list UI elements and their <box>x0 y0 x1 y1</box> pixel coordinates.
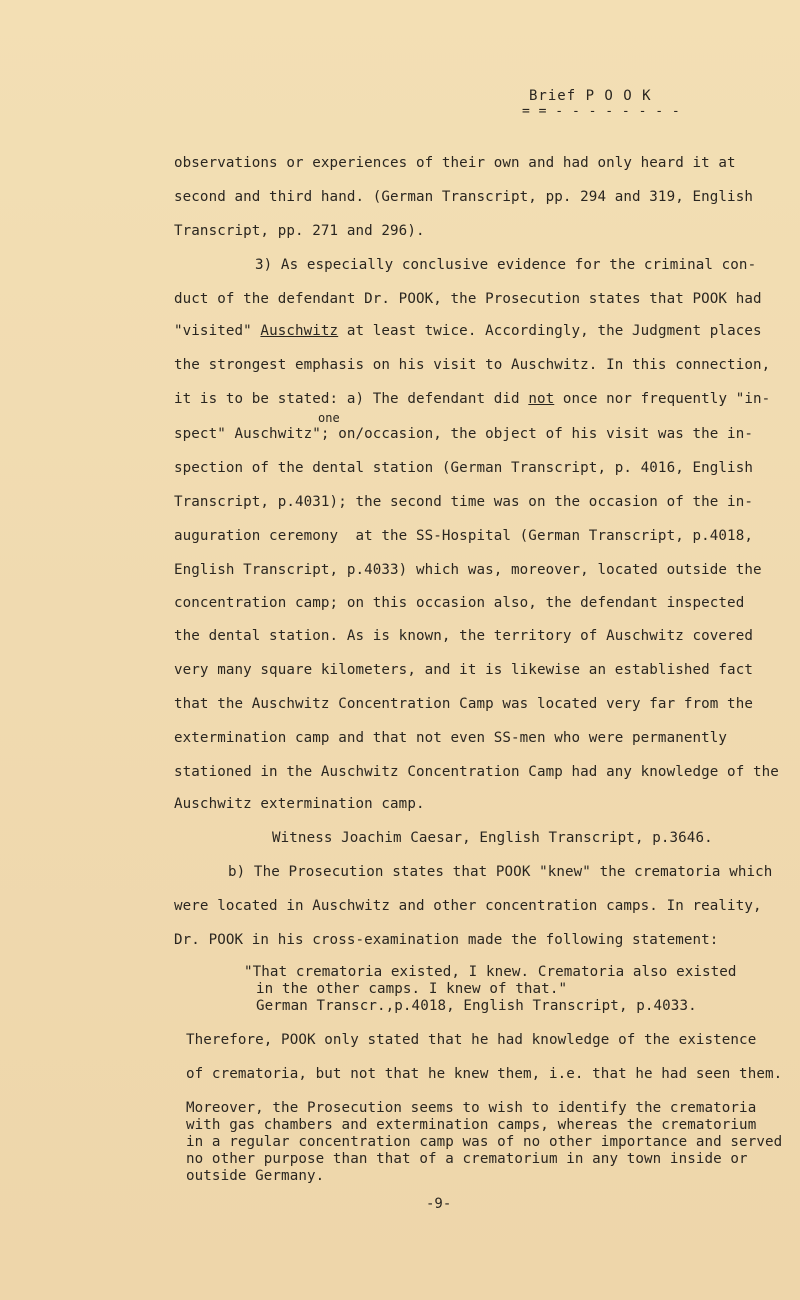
handwritten-insertion: one <box>318 411 340 425</box>
underlined-word: Auschwitz <box>260 323 339 339</box>
body-line: Therefore, POOK only stated that he had knowledge of the existence <box>186 1032 757 1048</box>
quote-line: in the other camps. I knew of that." <box>256 981 568 997</box>
body-line: the strongest emphasis on his visit to Auschwitz. In this connection, <box>174 357 771 373</box>
underlined-word: not <box>528 391 555 407</box>
body-line: Transcript, pp. 271 and 296). <box>174 223 425 239</box>
body-line: Transcript, p.4031); the second time was on the occasion of the in- <box>174 494 753 510</box>
body-line: of crematoria, but not that he knew them, i.e. that he had seen them. <box>186 1066 783 1082</box>
quote-line: "That crematoria existed, I knew. Crematoria also existed <box>244 964 737 980</box>
body-line: that the Auschwitz Concentration Camp was located very far from the <box>174 696 753 712</box>
body-line: spect" Auschwitz"; on/occasion, the object of his visit was the in- <box>174 426 753 442</box>
body-line: second and third hand. (German Transcript, pp. 294 and 319, English <box>174 189 753 205</box>
witness-citation: Witness Joachim Caesar, English Transcript, p.3646. <box>272 830 713 846</box>
body-line: Moreover, the Prosecution seems to wish to identify the crematoria <box>186 1100 757 1116</box>
body-line: duct of the defendant Dr. POOK, the Prosecution states that POOK had <box>174 291 762 307</box>
document-header-title: Brief P O O K <box>529 88 652 104</box>
body-line: stationed in the Auschwitz Concentration Camp had any knowledge of the <box>174 764 779 780</box>
body-line: were located in Auschwitz and other concentration camps. In reality, <box>174 898 762 914</box>
body-line: Dr. POOK in his cross-examination made the following statement: <box>174 932 719 948</box>
body-line: Auschwitz extermination camp. <box>174 796 425 812</box>
body-line: auguration ceremony at the SS-Hospital (German Transcript, p.4018, <box>174 528 753 544</box>
body-line: spection of the dental station (German Transcript, p. 4016, English <box>174 460 753 476</box>
body-line: the dental station. As is known, the territory of Auschwitz covered <box>174 628 753 644</box>
body-line: with gas chambers and extermination camps, whereas the crematorium <box>186 1117 757 1133</box>
body-line: in a regular concentration camp was of no other importance and served <box>186 1134 783 1150</box>
quote-citation: German Transcr.,p.4018, English Transcript, p.4033. <box>256 998 697 1014</box>
body-line: it is to be stated: a) The defendant did not once nor frequently "in- <box>174 391 771 407</box>
body-line: observations or experiences of their own and had only heard it at <box>174 155 736 171</box>
body-line: very many square kilometers, and it is likewise an established fact <box>174 662 753 678</box>
body-line: extermination camp and that not even SS-men who were permanently <box>174 730 728 746</box>
body-line: "visited" Auschwitz at least twice. Accordingly, the Judgment places <box>174 323 762 339</box>
body-line: no other purpose than that of a crematorium in any town inside or <box>186 1151 748 1167</box>
header-underline: = = - - - - - - - - <box>522 104 681 119</box>
body-line: 3) As especially conclusive evidence for the criminal con- <box>255 257 757 273</box>
body-line: b) The Prosecution states that POOK "knew" the crematoria which <box>228 864 773 880</box>
body-line: concentration camp; on this occasion also, the defendant inspected <box>174 595 745 611</box>
page-number: -9- <box>426 1196 452 1212</box>
body-line: outside Germany. <box>186 1168 325 1184</box>
body-line: English Transcript, p.4033) which was, moreover, located outside the <box>174 562 762 578</box>
